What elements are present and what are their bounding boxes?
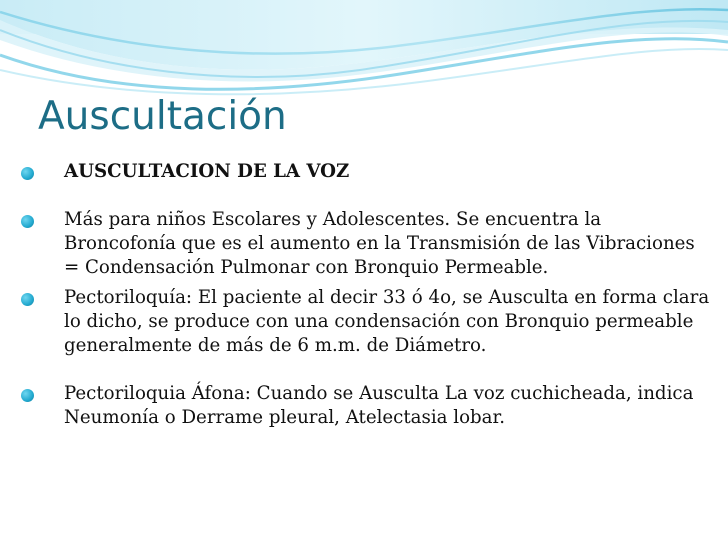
slide-title: Auscultación [38,94,287,139]
bullet-text: Más para niños Escolares y Adolescentes. Se encuentra la Broncofonía que es el aumento en la Transmisión de las Vibraciones = Condensación Pulmonar con Bronquio Permeable. [64,209,695,278]
wave-header-decoration [0,0,728,100]
bullet-list [20,160,710,430]
bullet-dot-icon [21,215,34,228]
bullet-text: Pectoriloquia Áfona: Cuando se Ausculta La voz cuchicheada, indica Neumonía o Derrame pleural, Atelectasia lobar. [64,383,694,428]
bullet-item [20,208,710,280]
bullet-dot-icon [21,167,34,180]
bullet-text: Pectoriloquía: El paciente al decir 33 ó 4o, se Ausculta en forma clara lo dicho, se produce con una condensación con Bronquio permeable generalmente de más de 6 m.m. de Diámetro. [64,287,710,356]
bullet-item [20,286,710,358]
bullet-dot-icon [21,293,34,306]
bullet-item [20,160,710,184]
bullet-dot-icon [21,389,34,402]
bullet-item [20,382,710,430]
bullet-text: AUSCULTACION DE LA VOZ [64,161,350,182]
